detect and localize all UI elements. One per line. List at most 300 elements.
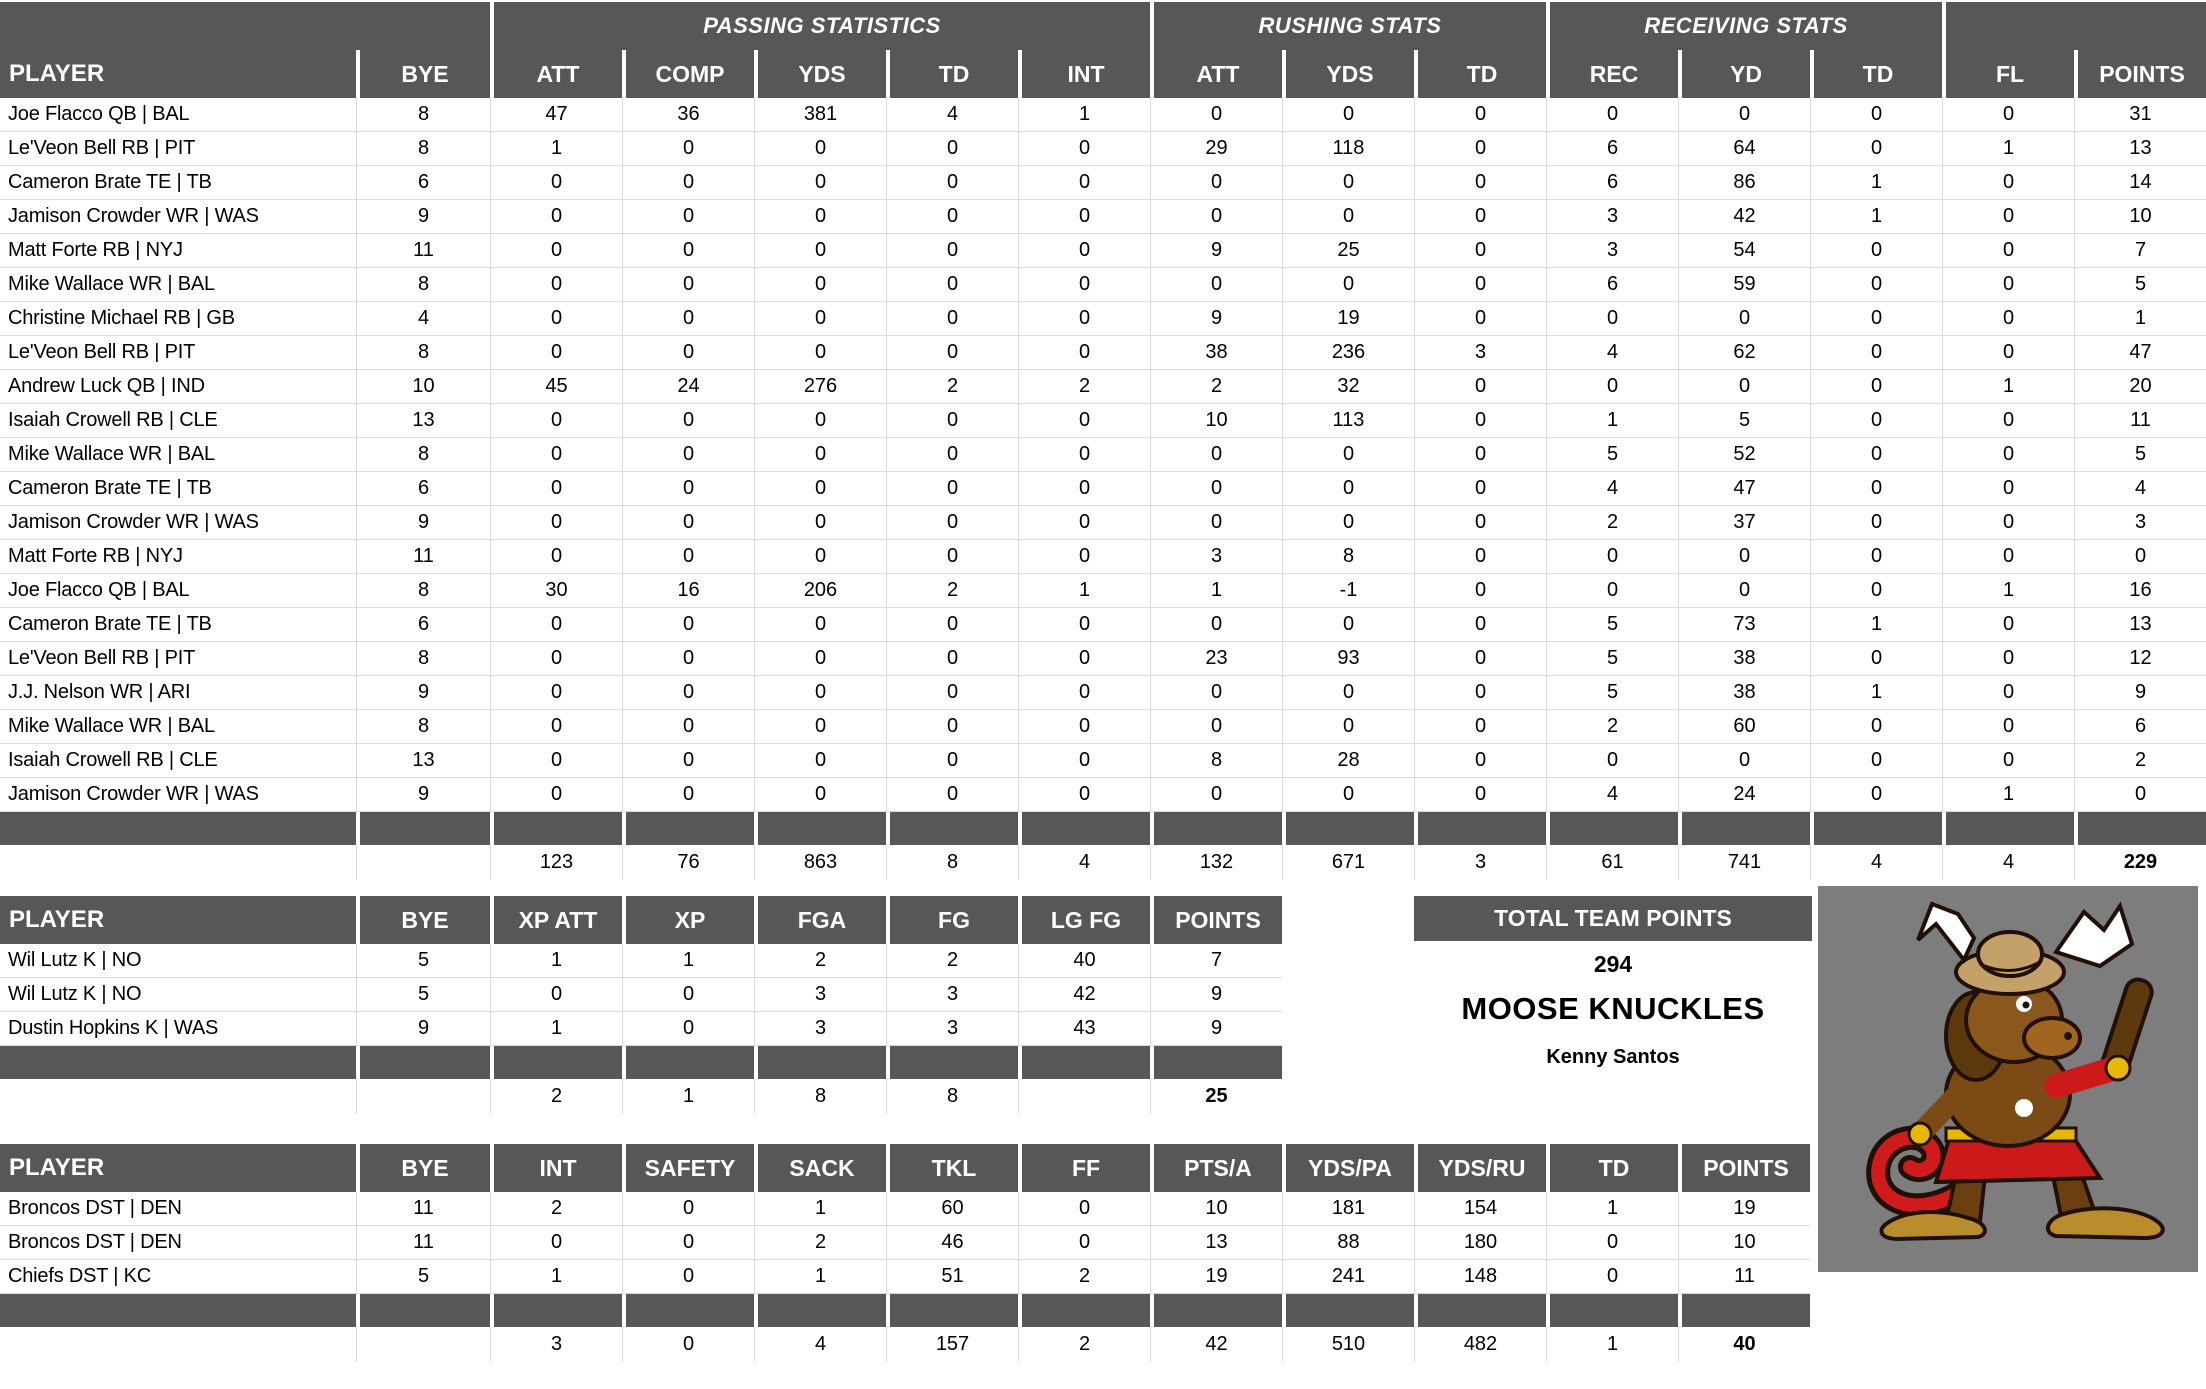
- stat-cell: -1: [1282, 574, 1414, 607]
- stat-cell: 38: [1150, 336, 1282, 369]
- stat-cell: 0: [754, 540, 886, 573]
- stat-cell: 0: [1414, 778, 1546, 811]
- stat-cell: 0: [1414, 540, 1546, 573]
- stat-cell: 0: [1414, 438, 1546, 471]
- stat-cell: 47: [490, 98, 622, 131]
- stat-cell: 0: [622, 778, 754, 811]
- stat-cell: 0: [1282, 472, 1414, 505]
- stat-cell: 0: [754, 132, 886, 165]
- stat-cell: 3: [754, 978, 886, 1011]
- stat-cell: 1: [1546, 404, 1678, 437]
- stat-cell: 0: [1282, 268, 1414, 301]
- stat-cell: 3: [1150, 540, 1282, 573]
- total-cell: 123: [490, 845, 622, 880]
- total-points-cell: 25: [1150, 1079, 1282, 1114]
- stat-cell: 6: [1546, 166, 1678, 199]
- stat-cell: 0: [886, 710, 1018, 743]
- stat-cell: 6: [1546, 132, 1678, 165]
- stat-cell: 8: [356, 132, 490, 165]
- totals-divider-cell: [356, 812, 490, 845]
- stat-cell: 0: [622, 1012, 754, 1045]
- stat-cell: 0: [622, 710, 754, 743]
- stat-cell: 0: [754, 234, 886, 267]
- stat-cell: 32: [1282, 370, 1414, 403]
- stat-cell: 52: [1678, 438, 1810, 471]
- group-header-receiving-stats: RECEIVING STATS: [1546, 2, 1942, 50]
- stat-cell: 6: [356, 608, 490, 641]
- player-cell: Mike Wallace WR | BAL: [8, 715, 215, 737]
- stat-cell: 0: [622, 166, 754, 199]
- stat-cell: 11: [356, 234, 490, 267]
- stat-cell: 1: [1942, 132, 2074, 165]
- stat-cell: 0: [1810, 778, 1942, 811]
- stat-cell: 0: [622, 642, 754, 675]
- group-header-rushing-stats: RUSHING STATS: [1150, 2, 1546, 50]
- group-header-spacer: [1942, 2, 2206, 50]
- stat-cell: 24: [1678, 778, 1810, 811]
- totals-divider-cell: [886, 812, 1018, 845]
- stat-cell: 1: [1942, 778, 2074, 811]
- stat-cell: 0: [886, 200, 1018, 233]
- stat-cell: 8: [356, 438, 490, 471]
- column-header-points: POINTS: [1150, 896, 1282, 944]
- stat-cell: 118: [1282, 132, 1414, 165]
- total-cell: [356, 1327, 490, 1362]
- player-cell: Jamison Crowder WR | WAS: [8, 205, 259, 227]
- stat-cell: 9: [2074, 676, 2206, 709]
- stat-cell: 0: [1414, 506, 1546, 539]
- column-header-fga: FGA: [754, 896, 886, 944]
- stat-cell: 0: [754, 710, 886, 743]
- stat-cell: 0: [490, 642, 622, 675]
- moose-mascot-icon: [1818, 886, 2198, 1272]
- stat-cell: 9: [356, 1012, 490, 1045]
- stat-cell: 0: [490, 438, 622, 471]
- kicker-stats-table: [0, 896, 1282, 1114]
- stat-cell: 206: [754, 574, 886, 607]
- stat-cell: 9: [356, 200, 490, 233]
- totals-divider-cell: [754, 1294, 886, 1327]
- stat-cell: 0: [1018, 642, 1150, 675]
- stat-cell: 0: [1018, 404, 1150, 437]
- stat-cell: 0: [622, 234, 754, 267]
- total-cell: 482: [1414, 1327, 1546, 1362]
- stat-cell: 0: [622, 472, 754, 505]
- stat-cell: 2: [1546, 710, 1678, 743]
- stat-cell: 60: [886, 1192, 1018, 1225]
- column-header-comp: COMP: [622, 50, 754, 98]
- stat-cell: 4: [2074, 472, 2206, 505]
- stat-cell: 42: [1018, 978, 1150, 1011]
- stat-cell: 19: [1282, 302, 1414, 335]
- stat-cell: 276: [754, 370, 886, 403]
- stat-cell: 10: [1678, 1226, 1810, 1259]
- total-cell: 157: [886, 1327, 1018, 1362]
- column-header-bye: BYE: [356, 50, 490, 98]
- stat-cell: 0: [622, 506, 754, 539]
- stat-cell: 0: [1942, 268, 2074, 301]
- player-cell: Jamison Crowder WR | WAS: [8, 783, 259, 805]
- stat-cell: 0: [622, 438, 754, 471]
- column-header-player: PLAYER: [0, 896, 356, 944]
- totals-divider-cell: [1018, 812, 1150, 845]
- stat-cell: 381: [754, 98, 886, 131]
- stat-cell: 0: [1810, 404, 1942, 437]
- stat-cell: 0: [886, 744, 1018, 777]
- stat-cell: 0: [490, 336, 622, 369]
- totals-divider-cell: [490, 1294, 622, 1327]
- stat-cell: 0: [622, 302, 754, 335]
- stat-cell: 2: [1018, 1260, 1150, 1293]
- stat-cell: 8: [356, 336, 490, 369]
- stat-cell: 1: [1810, 676, 1942, 709]
- stat-cell: 0: [490, 608, 622, 641]
- total-cell: [0, 1327, 356, 1362]
- total-cell: 3: [1414, 845, 1546, 880]
- stat-cell: 0: [622, 676, 754, 709]
- stat-cell: 19: [1678, 1192, 1810, 1225]
- stat-cell: 62: [1678, 336, 1810, 369]
- stat-cell: 1: [1018, 98, 1150, 131]
- totals-divider-cell: [1546, 1294, 1678, 1327]
- team-mascot-image: [1818, 886, 2198, 1272]
- stat-cell: 8: [356, 268, 490, 301]
- column-header-xp: XP: [622, 896, 754, 944]
- stat-cell: 13: [2074, 608, 2206, 641]
- totals-divider-cell: [1150, 812, 1282, 845]
- stat-cell: 0: [1018, 1192, 1150, 1225]
- stat-cell: 4: [1546, 472, 1678, 505]
- totals-divider-cell: [1942, 812, 2074, 845]
- player-cell: Isaiah Crowell RB | CLE: [8, 409, 218, 431]
- stat-cell: 5: [356, 944, 490, 977]
- stat-cell: 0: [622, 1260, 754, 1293]
- stat-cell: 0: [1414, 166, 1546, 199]
- stat-cell: 0: [886, 778, 1018, 811]
- stat-cell: 0: [622, 540, 754, 573]
- stat-cell: 0: [1942, 336, 2074, 369]
- total-cell: [1018, 1079, 1150, 1114]
- stat-cell: 0: [1018, 200, 1150, 233]
- stat-cell: 0: [1018, 744, 1150, 777]
- stat-cell: 2: [754, 1226, 886, 1259]
- column-header-att: ATT: [1150, 50, 1282, 98]
- player-cell: Cameron Brate TE | TB: [8, 477, 212, 499]
- stat-cell: 0: [622, 744, 754, 777]
- stat-cell: 0: [1546, 98, 1678, 131]
- stat-cell: 0: [1678, 370, 1810, 403]
- player-cell: Le'Veon Bell RB | PIT: [8, 137, 196, 159]
- totals-divider-cell: [622, 1046, 754, 1079]
- stat-cell: 0: [490, 506, 622, 539]
- stat-cell: 0: [1942, 506, 2074, 539]
- stat-cell: 0: [1414, 710, 1546, 743]
- stat-cell: 9: [1150, 1012, 1282, 1045]
- stat-cell: 0: [1942, 642, 2074, 675]
- player-cell: Broncos DST | DEN: [8, 1231, 182, 1253]
- stat-cell: 5: [1678, 404, 1810, 437]
- stat-cell: 38: [1678, 676, 1810, 709]
- stat-cell: 11: [1678, 1260, 1810, 1293]
- stat-cell: 0: [1414, 642, 1546, 675]
- stat-cell: 6: [356, 472, 490, 505]
- stat-cell: 51: [886, 1260, 1018, 1293]
- stat-cell: 0: [886, 540, 1018, 573]
- total-cell: 76: [622, 845, 754, 880]
- stat-cell: 11: [356, 1192, 490, 1225]
- stat-cell: 0: [1546, 1226, 1678, 1259]
- stat-cell: 0: [886, 404, 1018, 437]
- stat-cell: 54: [1678, 234, 1810, 267]
- stat-cell: 0: [490, 540, 622, 573]
- total-points-cell: 40: [1678, 1327, 1810, 1362]
- player-cell: Wil Lutz K | NO: [8, 983, 142, 1005]
- stat-cell: 0: [1018, 166, 1150, 199]
- stat-cell: 0: [886, 506, 1018, 539]
- stat-cell: 0: [754, 744, 886, 777]
- stat-cell: 1: [1018, 574, 1150, 607]
- totals-divider-cell: [1678, 1294, 1810, 1327]
- stat-cell: 0: [490, 472, 622, 505]
- totals-divider-cell: [1018, 1294, 1150, 1327]
- stat-cell: 1: [1810, 608, 1942, 641]
- stat-cell: 2: [886, 944, 1018, 977]
- stat-cell: 0: [622, 268, 754, 301]
- stat-cell: 5: [356, 1260, 490, 1293]
- stat-cell: 0: [1678, 540, 1810, 573]
- stat-cell: 0: [1018, 608, 1150, 641]
- stat-cell: 1: [1546, 1192, 1678, 1225]
- player-cell: Matt Forte RB | NYJ: [8, 545, 183, 567]
- stat-cell: 30: [490, 574, 622, 607]
- stat-cell: 0: [1942, 676, 2074, 709]
- player-cell: Broncos DST | DEN: [8, 1197, 182, 1219]
- stat-cell: 13: [2074, 132, 2206, 165]
- stat-cell: 3: [886, 1012, 1018, 1045]
- total-team-points-value: 294: [1593, 951, 1633, 977]
- stat-cell: 0: [1150, 676, 1282, 709]
- stat-cell: 45: [490, 370, 622, 403]
- stat-cell: 0: [1678, 744, 1810, 777]
- stat-cell: 0: [1942, 438, 2074, 471]
- stat-cell: 148: [1414, 1260, 1546, 1293]
- totals-divider-cell: [356, 1294, 490, 1327]
- total-cell: 8: [886, 845, 1018, 880]
- player-cell: Cameron Brate TE | TB: [8, 171, 212, 193]
- stat-cell: 0: [622, 1192, 754, 1225]
- stat-cell: 0: [754, 778, 886, 811]
- stat-cell: 0: [1414, 234, 1546, 267]
- stat-cell: 11: [356, 540, 490, 573]
- stat-cell: 0: [1282, 710, 1414, 743]
- stat-cell: 0: [1942, 200, 2074, 233]
- stat-cell: 180: [1414, 1226, 1546, 1259]
- stat-cell: 0: [622, 1226, 754, 1259]
- stat-cell: 0: [1810, 268, 1942, 301]
- stat-cell: 0: [1810, 132, 1942, 165]
- stat-cell: 31: [2074, 98, 2206, 131]
- stat-cell: 0: [1018, 472, 1150, 505]
- stat-cell: 93: [1282, 642, 1414, 675]
- stat-cell: 0: [1942, 710, 2074, 743]
- totals-divider-cell: [754, 812, 886, 845]
- stat-cell: 0: [754, 268, 886, 301]
- player-cell: Mike Wallace WR | BAL: [8, 273, 215, 295]
- stat-cell: 0: [754, 472, 886, 505]
- total-cell: 741: [1678, 845, 1810, 880]
- stat-cell: 0: [886, 676, 1018, 709]
- stat-cell: 9: [1150, 234, 1282, 267]
- stat-cell: 0: [1282, 98, 1414, 131]
- stat-cell: 0: [1942, 744, 2074, 777]
- stat-cell: 0: [886, 166, 1018, 199]
- totals-divider-cell: [886, 1046, 1018, 1079]
- stat-cell: 10: [1150, 404, 1282, 437]
- stat-cell: 0: [1546, 540, 1678, 573]
- stat-cell: 0: [1282, 608, 1414, 641]
- totals-divider-cell: [1414, 812, 1546, 845]
- stat-cell: 8: [356, 574, 490, 607]
- player-cell: Joe Flacco QB | BAL: [8, 579, 190, 601]
- stat-cell: 0: [886, 268, 1018, 301]
- totals-divider-cell: [1150, 1294, 1282, 1327]
- stat-cell: 0: [1546, 744, 1678, 777]
- column-header-player: PLAYER: [0, 1144, 356, 1192]
- stat-cell: 0: [1018, 234, 1150, 267]
- stat-cell: 1: [622, 944, 754, 977]
- stat-cell: 0: [490, 404, 622, 437]
- stat-cell: 4: [1546, 778, 1678, 811]
- totals-divider-cell: [622, 1294, 754, 1327]
- stat-cell: 6: [2074, 710, 2206, 743]
- stat-cell: 10: [2074, 200, 2206, 233]
- stat-cell: 0: [1150, 268, 1282, 301]
- stat-cell: 3: [754, 1012, 886, 1045]
- stat-cell: 0: [1414, 676, 1546, 709]
- stat-cell: 7: [1150, 944, 1282, 977]
- column-header-sack: SACK: [754, 1144, 886, 1192]
- totals-divider-cell: [754, 1046, 886, 1079]
- offense-stats-table: [0, 2, 2206, 880]
- total-cell: 863: [754, 845, 886, 880]
- column-header-fl: FL: [1942, 50, 2074, 98]
- stat-cell: 0: [490, 268, 622, 301]
- stat-cell: 0: [490, 978, 622, 1011]
- column-header-lg-fg: LG FG: [1018, 896, 1150, 944]
- column-header-points: POINTS: [1678, 1144, 1810, 1192]
- stat-cell: 0: [1810, 540, 1942, 573]
- stat-cell: 0: [1414, 302, 1546, 335]
- totals-divider-cell: [1810, 812, 1942, 845]
- stat-cell: 9: [356, 778, 490, 811]
- stat-cell: 47: [2074, 336, 2206, 369]
- stat-cell: 1: [1810, 200, 1942, 233]
- stat-cell: 47: [1678, 472, 1810, 505]
- stat-cell: 0: [1810, 574, 1942, 607]
- stat-cell: 13: [356, 744, 490, 777]
- stat-cell: 0: [1810, 438, 1942, 471]
- total-cell: 4: [1018, 845, 1150, 880]
- stat-cell: 0: [622, 608, 754, 641]
- stat-cell: 0: [1150, 166, 1282, 199]
- stat-cell: 0: [1810, 98, 1942, 131]
- stat-cell: 0: [490, 676, 622, 709]
- stat-cell: 16: [622, 574, 754, 607]
- player-cell: Mike Wallace WR | BAL: [8, 443, 215, 465]
- column-header-yd: YD: [1678, 50, 1810, 98]
- stat-cell: 0: [1942, 98, 2074, 131]
- stat-cell: 1: [490, 1260, 622, 1293]
- stat-cell: 3: [1546, 234, 1678, 267]
- stat-cell: 0: [1810, 744, 1942, 777]
- stat-cell: 42: [1678, 200, 1810, 233]
- stat-cell: 0: [1150, 778, 1282, 811]
- stat-cell: 0: [1282, 200, 1414, 233]
- stat-cell: 0: [490, 302, 622, 335]
- stat-cell: 14: [2074, 166, 2206, 199]
- stat-cell: 13: [356, 404, 490, 437]
- player-cell: Joe Flacco QB | BAL: [8, 103, 190, 125]
- stat-cell: 0: [1810, 302, 1942, 335]
- stat-cell: 2: [886, 370, 1018, 403]
- stat-cell: 0: [490, 778, 622, 811]
- stat-cell: 12: [2074, 642, 2206, 675]
- stat-cell: 0: [1282, 438, 1414, 471]
- totals-divider-cell: [1018, 1046, 1150, 1079]
- stat-cell: 0: [622, 978, 754, 1011]
- totals-divider-cell: [0, 1046, 356, 1079]
- stat-cell: 11: [2074, 404, 2206, 437]
- stat-cell: 88: [1282, 1226, 1414, 1259]
- stat-cell: 59: [1678, 268, 1810, 301]
- stat-cell: 0: [1150, 710, 1282, 743]
- stat-cell: 29: [1150, 132, 1282, 165]
- totals-divider-cell: [886, 1294, 1018, 1327]
- stat-cell: 0: [1018, 268, 1150, 301]
- total-cell: 61: [1546, 845, 1678, 880]
- stat-cell: 37: [1678, 506, 1810, 539]
- stat-cell: 7: [2074, 234, 2206, 267]
- stat-cell: 0: [1546, 370, 1678, 403]
- stat-cell: 3: [886, 978, 1018, 1011]
- total-cell: 2: [490, 1079, 622, 1114]
- stat-cell: 0: [1414, 574, 1546, 607]
- stat-cell: 5: [1546, 642, 1678, 675]
- totals-divider-cell: [622, 812, 754, 845]
- stat-cell: 1: [1150, 574, 1282, 607]
- stat-cell: 0: [1942, 166, 2074, 199]
- stat-cell: 0: [1150, 200, 1282, 233]
- column-header-td: TD: [1546, 1144, 1678, 1192]
- totals-divider-cell: [490, 812, 622, 845]
- stat-cell: 8: [1150, 744, 1282, 777]
- stat-cell: 2: [1546, 506, 1678, 539]
- stat-cell: 0: [754, 404, 886, 437]
- column-header-td: TD: [886, 50, 1018, 98]
- stat-cell: 11: [356, 1226, 490, 1259]
- stat-cell: 3: [1414, 336, 1546, 369]
- stat-cell: 6: [356, 166, 490, 199]
- totals-divider-cell: [1150, 1046, 1282, 1079]
- stat-cell: 0: [754, 336, 886, 369]
- stat-cell: 0: [1018, 438, 1150, 471]
- column-header-pts-a: PTS/A: [1150, 1144, 1282, 1192]
- player-cell: J.J. Nelson WR | ARI: [8, 681, 191, 703]
- total-cell: [356, 1079, 490, 1114]
- totals-divider-cell: [0, 812, 356, 845]
- stat-cell: 0: [1150, 98, 1282, 131]
- totals-divider-cell: [1546, 812, 1678, 845]
